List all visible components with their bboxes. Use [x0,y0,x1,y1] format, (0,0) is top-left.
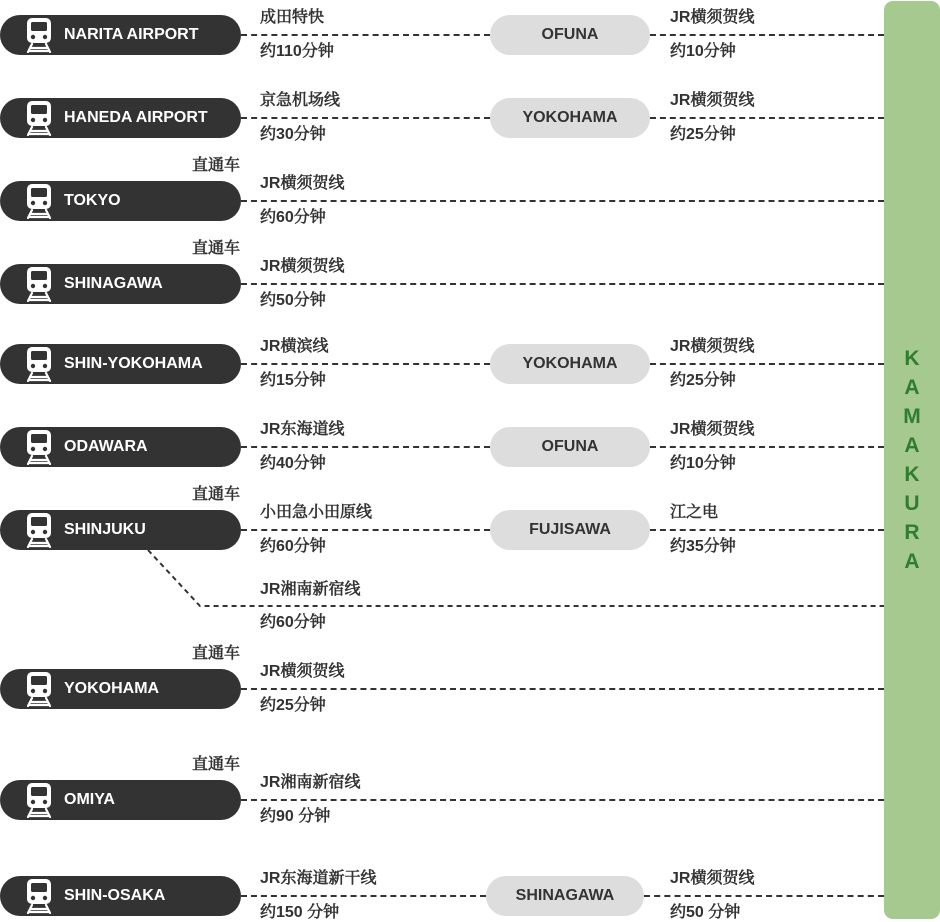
line-name: JR横须贺线 [670,421,755,438]
destination-letter: A [904,376,920,399]
travel-time: 约60分钟 [260,538,326,555]
line-name: 江之电 [670,504,719,521]
origin-station-label: SHINAGAWA [64,275,163,292]
travel-time: 约35分钟 [670,538,736,555]
travel-time: 约25分钟 [260,697,326,714]
direct-train-label: 直通车 [191,645,240,662]
destination-letter: K [904,347,920,370]
origin-station-label: ODAWARA [64,438,148,455]
origin-station-label: SHINJUKU [64,521,146,538]
origin-station-label: YOKOHAMA [64,680,160,697]
travel-time: 约40分钟 [260,455,326,472]
destination-label [903,344,921,576]
direct-train-label: 直通车 [191,756,240,773]
line-name: JR横须贺线 [260,175,345,192]
line-name: 小田急小田原线 [260,504,373,521]
destination-letter: U [904,492,920,515]
shinjuku-branch-line [148,550,884,606]
transfer-station: YOKOHAMA [490,98,650,138]
origin-station-label: SHIN-YOKOHAMA [64,355,203,372]
line-name: JR湘南新宿线 [260,774,361,791]
travel-time: 约110分钟 [260,43,334,60]
travel-time: 约90 分钟 [260,808,331,825]
origin-station-label: HANEDA AIRPORT [64,109,208,126]
transfer-station: OFUNA [490,427,650,467]
origin-station-label: NARITA AIRPORT [64,26,199,43]
direct-train-label: 直通车 [191,157,240,174]
travel-time: 约150 分钟 [260,904,340,921]
destination-letter: A [904,550,920,573]
branch-line-name: JR湘南新宿线 [260,581,361,598]
destination-letter: R [904,521,920,544]
line-name: 京急机场线 [260,92,341,109]
travel-time: 约15分钟 [260,372,326,389]
travel-time: 约25分钟 [670,126,736,143]
line-name: JR横须贺线 [260,663,345,680]
line-name: JR东海道线 [260,421,345,438]
travel-time: 约30分钟 [260,126,326,143]
line-name: JR横须贺线 [670,338,755,355]
direct-train-label: 直通车 [191,486,240,503]
destination-letter: K [904,463,920,486]
origin-station-label: OMIYA [64,791,115,808]
branch-travel-time: 约60分钟 [260,614,326,631]
direct-train-label: 直通车 [191,240,240,257]
travel-time: 约60分钟 [260,209,326,226]
transfer-station: SHINAGAWA [486,876,644,916]
travel-time: 约10分钟 [670,455,736,472]
destination-bar [884,1,940,919]
line-name: 成田特快 [260,9,325,26]
line-name: JR东海道新干线 [260,870,377,887]
line-name: JR横须贺线 [670,870,755,887]
line-name: JR横须贺线 [260,258,345,275]
origin-station-label: SHIN-OSAKA [64,887,166,904]
line-name: JR横须贺线 [670,92,755,109]
origin-station-label: TOKYO [64,192,121,209]
line-name: JR横滨线 [260,338,329,355]
travel-time: 约25分钟 [670,372,736,389]
transfer-station: YOKOHAMA [490,344,650,384]
travel-time: 约50 分钟 [670,904,741,921]
destination-letter: M [903,405,921,428]
destination-letter: A [904,434,920,457]
travel-time: 约10分钟 [670,43,736,60]
transfer-station: FUJISAWA [490,510,650,550]
transfer-station: OFUNA [490,15,650,55]
line-name: JR横须贺线 [670,9,755,26]
travel-time: 约50分钟 [260,292,326,309]
